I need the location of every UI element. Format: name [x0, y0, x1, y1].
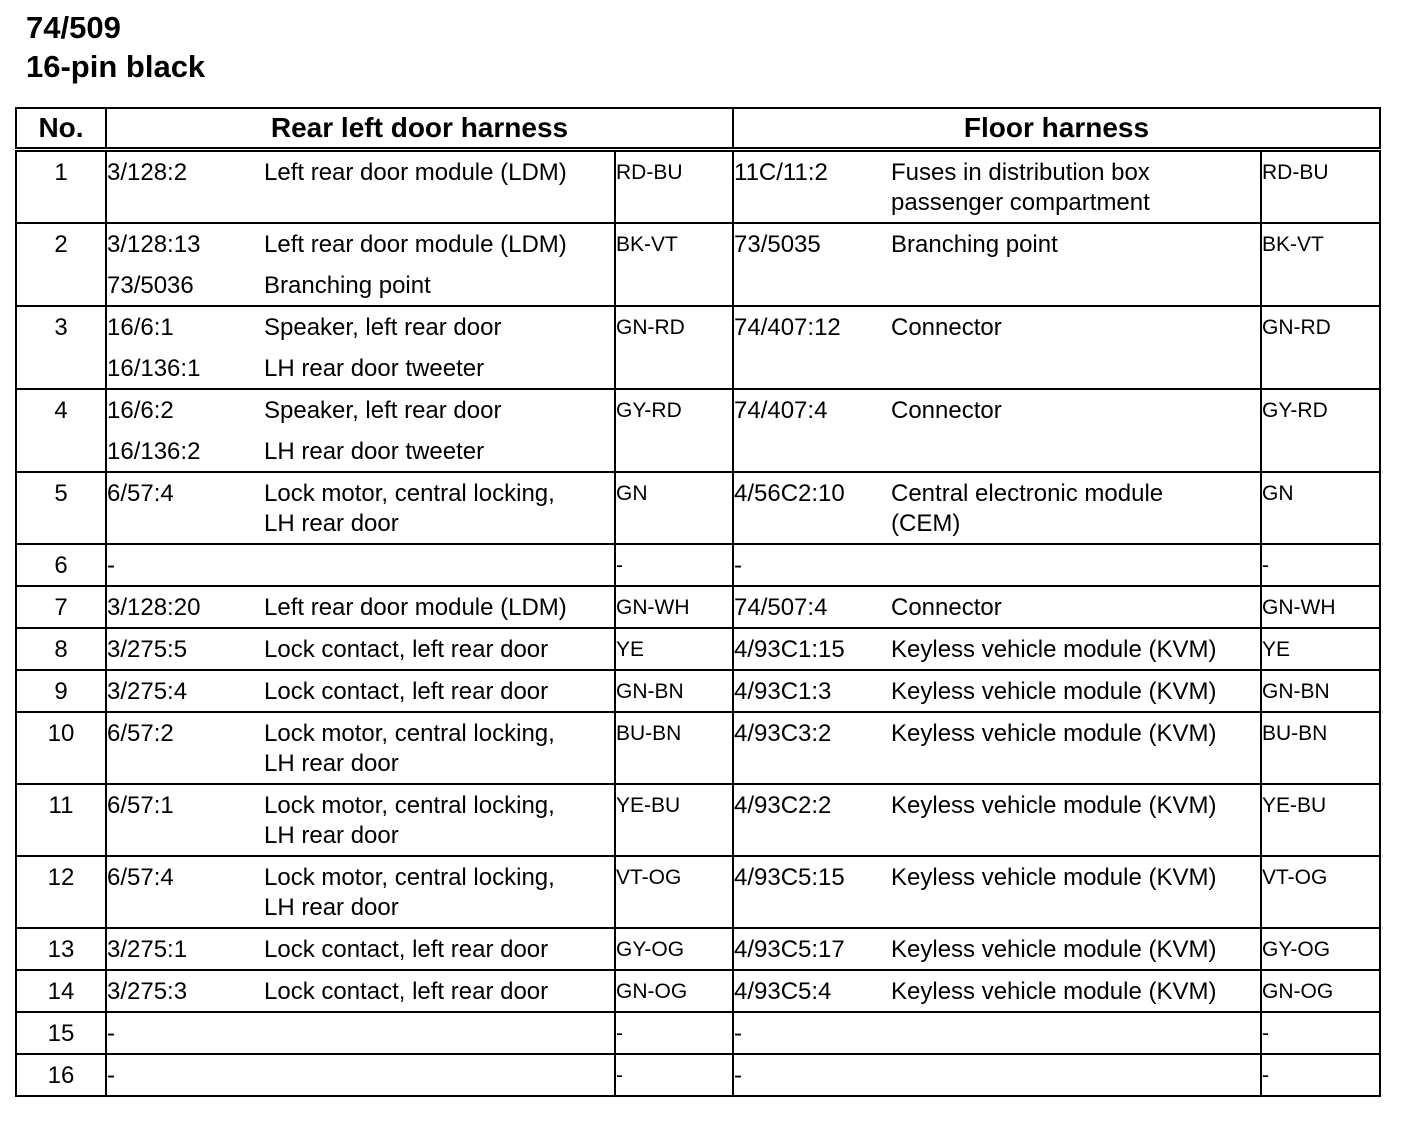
table-row	[16, 223, 1380, 306]
component-code: 16/136:2	[107, 438, 201, 465]
right-wire-color: -	[1261, 1054, 1380, 1096]
header-rear-left-door-harness: Rear left door harness	[106, 108, 733, 150]
right-component-code	[733, 472, 891, 544]
left-component-description	[264, 223, 615, 306]
component-description: Left rear door module (LDM)	[264, 159, 567, 186]
component-code: 6/57:1	[107, 792, 174, 819]
left-component-description	[264, 586, 615, 628]
table-row	[16, 1012, 1380, 1054]
right-component-description	[891, 1054, 1261, 1096]
component-description: LH rear door tweeter	[264, 355, 485, 382]
left-wire-color: YE	[615, 628, 733, 670]
component-code: 3/128:2	[107, 159, 188, 186]
component-code: 3/275:5	[107, 636, 188, 663]
right-component-description	[891, 389, 1261, 472]
right-component-description	[891, 856, 1261, 928]
component-code: 73/5035	[734, 231, 821, 258]
right-component-description	[891, 223, 1261, 306]
component-description: Keyless vehicle module (KVM)	[891, 936, 1217, 963]
left-wire-color: GN-OG	[615, 970, 733, 1012]
left-wire-color: BU-BN	[615, 712, 733, 784]
right-component-description	[891, 150, 1261, 224]
component-description: Speaker, left rear door	[264, 397, 502, 424]
component-code: 6/57:4	[107, 864, 174, 891]
pin-number: 6	[16, 544, 106, 586]
right-component-code	[733, 1012, 891, 1054]
component-description: Lock contact, left rear door	[264, 678, 549, 705]
component-code: 4/93C5:17	[734, 936, 845, 963]
connector-id-title: 74/509	[26, 10, 121, 45]
table-row	[16, 472, 1380, 544]
component-description: Left rear door module (LDM)	[264, 231, 567, 258]
component-description: Lock motor, central locking,	[264, 720, 555, 747]
right-wire-color: YE-BU	[1261, 784, 1380, 856]
right-component-description	[891, 586, 1261, 628]
component-code: 3/128:13	[107, 231, 201, 258]
right-wire-color: BK-VT	[1261, 223, 1380, 306]
component-description: Connector	[891, 397, 1002, 424]
right-component-code	[733, 150, 891, 224]
left-component-code	[106, 784, 264, 856]
component-description: Lock contact, left rear door	[264, 978, 549, 1005]
component-code: -	[734, 1020, 742, 1047]
component-description: Central electronic module	[891, 480, 1164, 507]
right-wire-color: VT-OG	[1261, 856, 1380, 928]
component-code: 11C/11:2	[734, 159, 828, 186]
component-description: Keyless vehicle module (KVM)	[891, 792, 1217, 819]
component-code: 74/507:4	[734, 594, 828, 621]
component-code: 4/93C3:2	[734, 720, 832, 747]
left-component-code	[106, 306, 264, 389]
component-description: (CEM)	[891, 510, 961, 537]
left-component-description	[264, 670, 615, 712]
component-description: Speaker, left rear door	[264, 314, 502, 341]
right-wire-color: GN-BN	[1261, 670, 1380, 712]
pin-number: 10	[16, 712, 106, 784]
component-description: Lock contact, left rear door	[264, 936, 549, 963]
right-component-code	[733, 856, 891, 928]
component-description: Lock motor, central locking,	[264, 480, 555, 507]
right-component-description	[891, 670, 1261, 712]
left-wire-color: -	[615, 544, 733, 586]
table-row	[16, 150, 1380, 224]
component-description: Keyless vehicle module (KVM)	[891, 978, 1217, 1005]
component-description: Lock contact, left rear door	[264, 636, 549, 663]
right-component-code	[733, 544, 891, 586]
right-component-description	[891, 1012, 1261, 1054]
left-component-description	[264, 544, 615, 586]
table-row	[16, 306, 1380, 389]
component-code: 3/128:20	[107, 594, 201, 621]
right-component-code	[733, 223, 891, 306]
left-component-code	[106, 856, 264, 928]
left-wire-color: YE-BU	[615, 784, 733, 856]
table-row	[16, 856, 1380, 928]
right-wire-color: -	[1261, 544, 1380, 586]
right-component-code	[733, 586, 891, 628]
header-no: No.	[16, 108, 106, 150]
component-code: -	[734, 1062, 742, 1089]
right-component-description	[891, 970, 1261, 1012]
component-description: LH rear door	[264, 510, 399, 537]
component-code: 3/275:4	[107, 678, 188, 705]
component-description: Lock motor, central locking,	[264, 792, 555, 819]
right-wire-color: GN-RD	[1261, 306, 1380, 389]
left-component-code	[106, 389, 264, 472]
component-description: Keyless vehicle module (KVM)	[891, 636, 1217, 663]
table-row	[16, 586, 1380, 628]
component-description: LH rear door	[264, 822, 399, 849]
table-header-row	[16, 108, 1380, 150]
left-wire-color: -	[615, 1054, 733, 1096]
component-description: Left rear door module (LDM)	[264, 594, 567, 621]
pinout-table	[15, 107, 1381, 1097]
component-description: Branching point	[264, 272, 431, 299]
table-row	[16, 670, 1380, 712]
component-code: 4/93C5:15	[734, 864, 845, 891]
right-component-code	[733, 928, 891, 970]
table-row	[16, 784, 1380, 856]
right-component-code	[733, 628, 891, 670]
component-code: 74/407:12	[734, 314, 841, 341]
table-row	[16, 928, 1380, 970]
left-component-code	[106, 970, 264, 1012]
left-component-description	[264, 306, 615, 389]
table-row	[16, 970, 1380, 1012]
component-code: 16/6:1	[107, 314, 174, 341]
left-wire-color: GN	[615, 472, 733, 544]
left-component-description	[264, 970, 615, 1012]
pin-number: 5	[16, 472, 106, 544]
right-wire-color: BU-BN	[1261, 712, 1380, 784]
pin-number: 13	[16, 928, 106, 970]
component-code: 4/93C2:2	[734, 792, 832, 819]
right-component-description	[891, 472, 1261, 544]
left-wire-color: RD-BU	[615, 150, 733, 224]
component-description: LH rear door	[264, 894, 399, 921]
component-code: 3/275:3	[107, 978, 188, 1005]
component-description: Lock motor, central locking,	[264, 864, 555, 891]
connector-type-subtitle: 16-pin black	[26, 49, 206, 84]
component-code: 6/57:2	[107, 720, 174, 747]
right-component-code	[733, 712, 891, 784]
pin-number: 15	[16, 1012, 106, 1054]
left-component-code	[106, 472, 264, 544]
component-description: Branching point	[891, 231, 1058, 258]
component-code: 74/407:4	[734, 397, 828, 424]
pin-number: 16	[16, 1054, 106, 1096]
left-wire-color: -	[615, 1012, 733, 1054]
pin-number: 4	[16, 389, 106, 472]
pin-number: 8	[16, 628, 106, 670]
component-description: Keyless vehicle module (KVM)	[891, 864, 1217, 891]
component-code: -	[107, 1062, 115, 1089]
right-component-code	[733, 784, 891, 856]
left-component-code	[106, 544, 264, 586]
component-description: LH rear door tweeter	[264, 438, 485, 465]
component-description: passenger compartment	[891, 189, 1150, 216]
right-component-description	[891, 928, 1261, 970]
left-component-code	[106, 928, 264, 970]
right-component-description	[891, 712, 1261, 784]
right-wire-color: GN-OG	[1261, 970, 1380, 1012]
pin-number: 11	[16, 784, 106, 856]
left-wire-color: GN-RD	[615, 306, 733, 389]
component-code: 16/136:1	[107, 355, 201, 382]
right-wire-color: RD-BU	[1261, 150, 1380, 224]
left-component-code	[106, 628, 264, 670]
pin-number: 14	[16, 970, 106, 1012]
left-component-description	[264, 150, 615, 224]
component-description: Fuses in distribution box	[891, 159, 1150, 186]
pin-number: 7	[16, 586, 106, 628]
right-wire-color: GN-WH	[1261, 586, 1380, 628]
component-code: 73/5036	[107, 272, 194, 299]
left-component-code	[106, 1054, 264, 1096]
left-wire-color: VT-OG	[615, 856, 733, 928]
header-floor-harness: Floor harness	[733, 108, 1380, 150]
pin-number: 12	[16, 856, 106, 928]
right-component-code	[733, 1054, 891, 1096]
component-code: 16/6:2	[107, 397, 174, 424]
left-wire-color: BK-VT	[615, 223, 733, 306]
left-component-description	[264, 628, 615, 670]
left-wire-color: GY-OG	[615, 928, 733, 970]
left-component-description	[264, 1012, 615, 1054]
component-code: 4/93C1:15	[734, 636, 845, 663]
left-component-code	[106, 1012, 264, 1054]
component-code: 4/93C5:4	[734, 978, 832, 1005]
left-component-description	[264, 1054, 615, 1096]
left-component-description	[264, 389, 615, 472]
component-code: 3/275:1	[107, 936, 188, 963]
left-component-code	[106, 712, 264, 784]
right-wire-color: GN	[1261, 472, 1380, 544]
component-description: Connector	[891, 594, 1002, 621]
left-wire-color: GN-WH	[615, 586, 733, 628]
pin-number: 2	[16, 223, 106, 306]
left-component-description	[264, 856, 615, 928]
right-component-description	[891, 544, 1261, 586]
table-row	[16, 544, 1380, 586]
left-component-code	[106, 150, 264, 224]
component-description: Keyless vehicle module (KVM)	[891, 678, 1217, 705]
left-component-description	[264, 784, 615, 856]
right-component-description	[891, 628, 1261, 670]
left-component-description	[264, 928, 615, 970]
right-component-code	[733, 306, 891, 389]
right-component-description	[891, 784, 1261, 856]
component-code: -	[107, 1020, 115, 1047]
right-component-description	[891, 306, 1261, 389]
component-description: Connector	[891, 314, 1002, 341]
table-row	[16, 389, 1380, 472]
pin-number: 1	[16, 150, 106, 224]
right-wire-color: YE	[1261, 628, 1380, 670]
component-description: LH rear door	[264, 750, 399, 777]
component-code: 4/93C1:3	[734, 678, 832, 705]
component-code: -	[734, 552, 742, 579]
right-wire-color: GY-RD	[1261, 389, 1380, 472]
left-wire-color: GY-RD	[615, 389, 733, 472]
right-component-code	[733, 670, 891, 712]
pin-number: 9	[16, 670, 106, 712]
component-code: 6/57:4	[107, 480, 174, 507]
component-description: Keyless vehicle module (KVM)	[891, 720, 1217, 747]
right-component-code	[733, 970, 891, 1012]
right-wire-color: -	[1261, 1012, 1380, 1054]
pin-number: 3	[16, 306, 106, 389]
left-component-code	[106, 223, 264, 306]
left-component-code	[106, 586, 264, 628]
table-row	[16, 628, 1380, 670]
right-component-code	[733, 389, 891, 472]
left-component-code	[106, 670, 264, 712]
left-component-description	[264, 472, 615, 544]
component-code: -	[107, 552, 115, 579]
left-component-description	[264, 712, 615, 784]
table-row	[16, 1054, 1380, 1096]
table-row	[16, 712, 1380, 784]
right-wire-color: GY-OG	[1261, 928, 1380, 970]
component-code: 4/56C2:10	[734, 480, 845, 507]
left-wire-color: GN-BN	[615, 670, 733, 712]
